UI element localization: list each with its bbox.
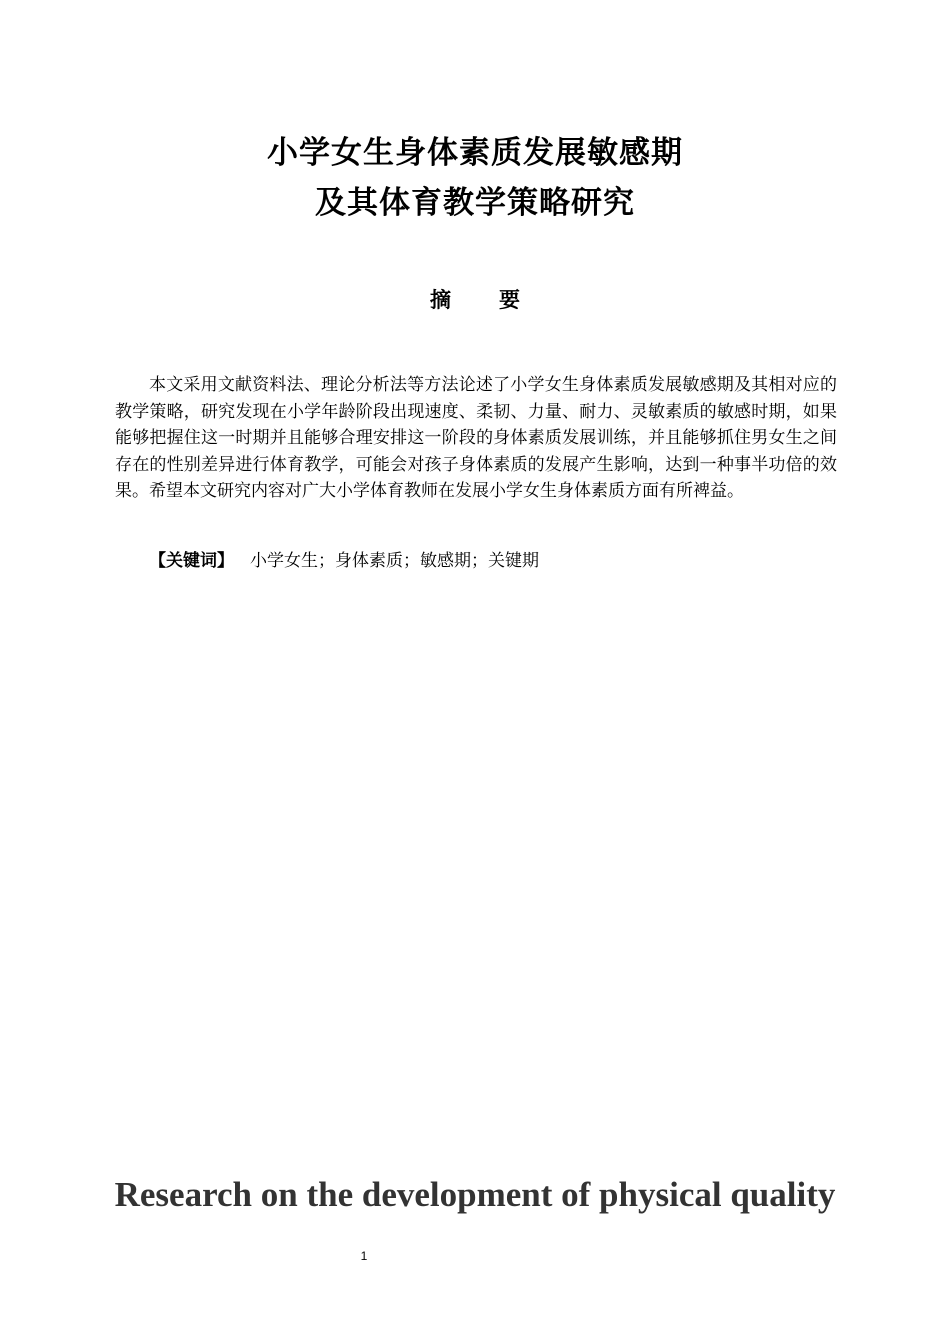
title-zh-line2: 及其体育教学策略研究 (315, 185, 635, 221)
abstract-heading-char2: 要 (499, 288, 520, 312)
keywords-values: 小学女生；身体素质；敏感期；关键期 (250, 551, 539, 571)
keywords-label: 【关键词】 (149, 551, 234, 571)
abstract-heading-char1: 摘 (430, 288, 451, 312)
keywords-line (149, 548, 839, 574)
title-en: Research on the development of physical quality (114, 1175, 836, 1214)
page-number: 1 (360, 1249, 368, 1263)
abstract-paragraph: 本文采用文献资料法、理论分析法等方法论述了小学女生身体素质发展敏感期及其相对应的教学策略，研究发现在小学年龄阶段出现速度、柔韧、力量、耐力、灵敏素质的敏感时期，如果能够把握住这一时期并且能够合理安排这一阶段的身体素质发展训练，并且能够抓住男女生之间存在的性别差异进行体育教学，可能会对孩子身体素质的发展产生影响，达到一种事半功倍的效果。希望本文研究内容对广大小学体育教师在发展小学女生身体素质方面有所裨益。 (115, 375, 837, 501)
title-zh-line1: 小学女生身体素质发展敏感期 (267, 135, 683, 171)
abstract-heading (0, 284, 950, 316)
